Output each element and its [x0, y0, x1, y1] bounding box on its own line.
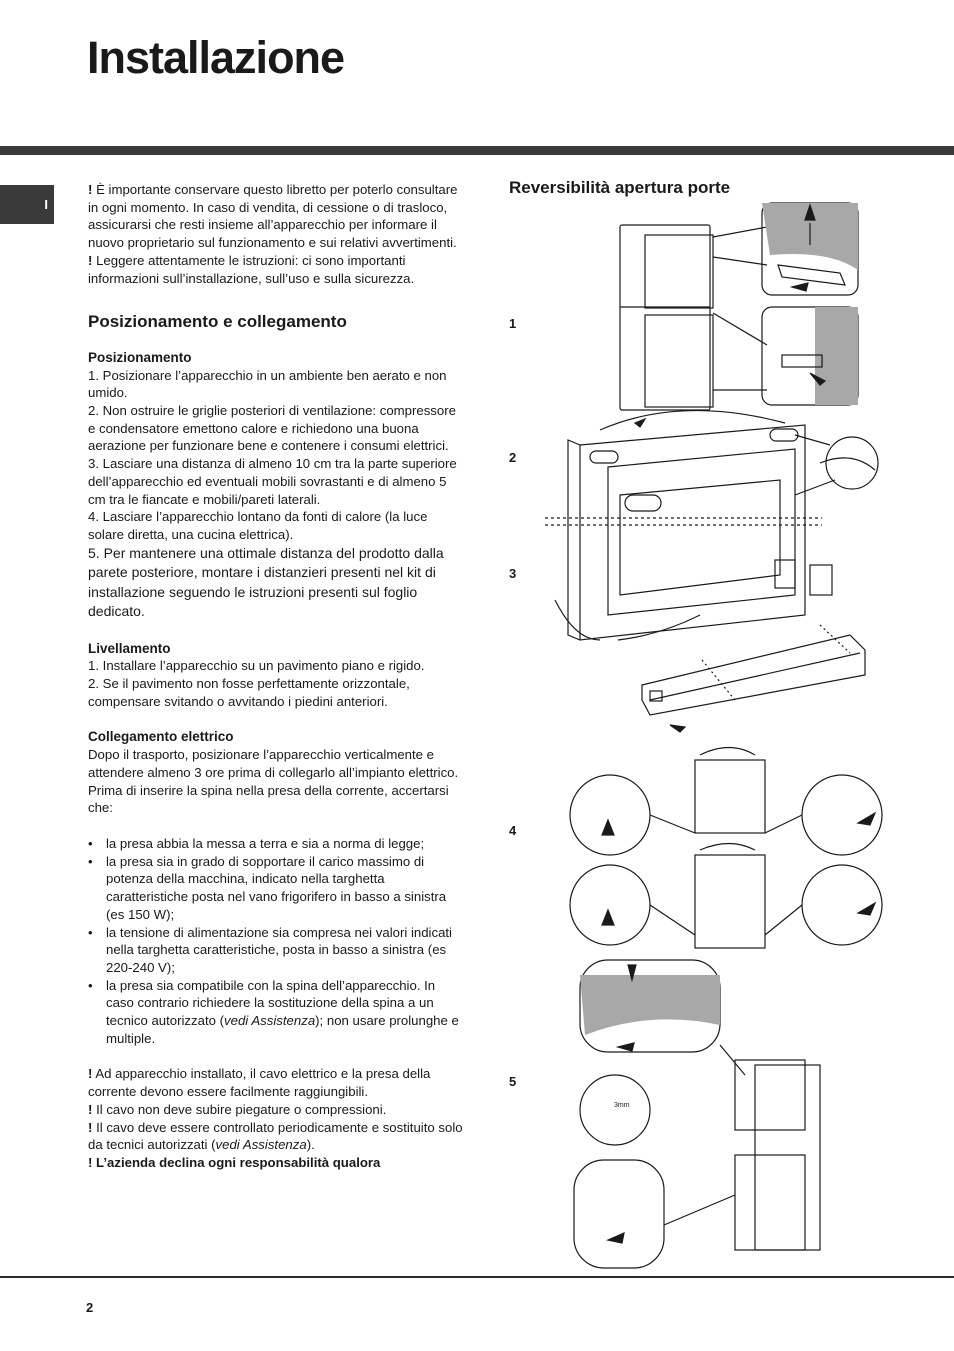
leveling-item: 2. Se il pavimento non fosse perfettamente orizzontale, compensare svitando o avvitando i piedini anteriori. [88, 676, 410, 709]
step-number: 4 [509, 823, 517, 838]
door-reversal-diagram [530, 195, 940, 1275]
step-number: 2 [509, 450, 517, 465]
dimension-label: 3mm [614, 1102, 630, 1109]
intro-paragraph-1: ! È importante conservare questo libretto per poterlo consultare in ogni momento. In caso di vendita, di cessione o di trasloco, assicurarsi che resti insieme all’apparecchio per informare il nuovo proprietario sul funzionamento e sui relativi avvertimenti. [88, 182, 458, 251]
language-tab: I [0, 185, 54, 224]
positioning-item: 3. Lasciare una distanza di almeno 10 cm tra la parte superiore dell’apparecchio ed eventuali mobili sovrastanti e di almeno 5 cm tra le fiancate e mobili/pareti laterali. [88, 456, 457, 507]
electrical-note: ! Il cavo non deve subire piegature o compressioni. [88, 1101, 387, 1117]
page-title: Installazione [87, 32, 345, 83]
subheading-positioning: Posizionamento [88, 349, 192, 365]
step5-fridge-illustration [664, 1045, 820, 1250]
electrical-note: ! Ad apparecchio installato, il cavo elettrico e la presa della corrente devono essere facilmente raggiungibili. [88, 1066, 431, 1100]
step1-top-hinge-callout [713, 203, 858, 295]
step-number: 1 [509, 316, 517, 331]
warning-mark: ! [88, 182, 93, 197]
page-number: 2 [86, 1300, 94, 1315]
electrical-checklist [88, 835, 466, 1047]
subheading-electrical: Collegamento elettrico [88, 729, 234, 745]
header-rule [0, 146, 954, 155]
subheading-leveling: Livellamento [88, 640, 171, 656]
electrical-note: ! Il cavo deve essere controllato periodicamente e sostituito solo da tecnici autorizzati (vedi Assistenza). [88, 1119, 463, 1153]
positioning-item: 5. Per mantenere una ottimale distanza del prodotto dalla parete posteriore, montare i distanzieri presenti nel kit di installazione seguendo le istruzioni presenti sul foglio dedicato. [88, 544, 444, 620]
step3-base-grille [555, 560, 865, 732]
positioning-item: 2. Non ostruire le griglie posteriori di ventilazione: compressore e condensatore emettono calore e richiedono una buona aerazione per funzionare bene e contenere i consumi elettrici. [88, 403, 456, 454]
reversibility-heading: Reversibilità apertura porte [509, 178, 731, 197]
step2-appliance-back [568, 411, 878, 640]
positioning-item: 4. Lasciare l’apparecchio lontano da fonti di calore (la luce solare diretta, una cucina elettrica). [88, 509, 428, 542]
list-item: • la presa sia in grado di sopportare il carico massimo di potenza della macchina, indicato nella targhetta caratteristiche posta nel vano frigorifero in basso a sinistra (es 150 W); [88, 853, 466, 924]
liability-note: ! L’azienda declina ogni responsabilità qualora [88, 1154, 381, 1170]
positioning-item: 1. Posizionare l’apparecchio in un ambiente ben aerato e non umido. [88, 367, 447, 401]
warning-mark: ! [88, 252, 93, 268]
list-item: • la presa sia compatibile con la spina dell’apparecchio. In caso contrario richiedere la sostituzione della spina a un tecnico autorizzato (vedi Assistenza); non usare prolunghe e multiple. [88, 977, 466, 1048]
leveling-item: 1. Installare l’apparecchio su un pavimento piano e rigido. [88, 658, 425, 674]
intro-paragraph-2: ! Leggere attentamente le istruzioni: ci sono importanti informazioni sull’installazione, sull’uso e sulla sicurezza. [88, 252, 415, 286]
electrical-intro: Dopo il trasporto, posizionare l’apparecchio verticalmente e attendere almeno 3 ore prima di collegarlo all’impianto elettrico. Prima di inserire la spina nella presa della corrente, accertarsi che: [88, 747, 459, 816]
step5-callouts [574, 960, 720, 1268]
step-number: 3 [509, 566, 517, 581]
step1-fridge-illustration [620, 225, 713, 410]
left-column [88, 181, 466, 1172]
list-item: • la tensione di alimentazione sia compresa nei valori indicati nella targhetta caratteristiche, posta in basso a sinistra (es 220-240 V); [88, 924, 466, 977]
section-heading-positioning: Posizionamento e collegamento [88, 312, 347, 332]
step1-middle-hinge-callout [713, 307, 858, 405]
step4-doors [695, 748, 765, 949]
step4-foot-callouts [570, 775, 882, 945]
footer-rule [0, 1276, 954, 1278]
step-number: 5 [509, 1074, 517, 1089]
list-item: • la presa abbia la messa a terra e sia a norma di legge; [88, 835, 466, 853]
